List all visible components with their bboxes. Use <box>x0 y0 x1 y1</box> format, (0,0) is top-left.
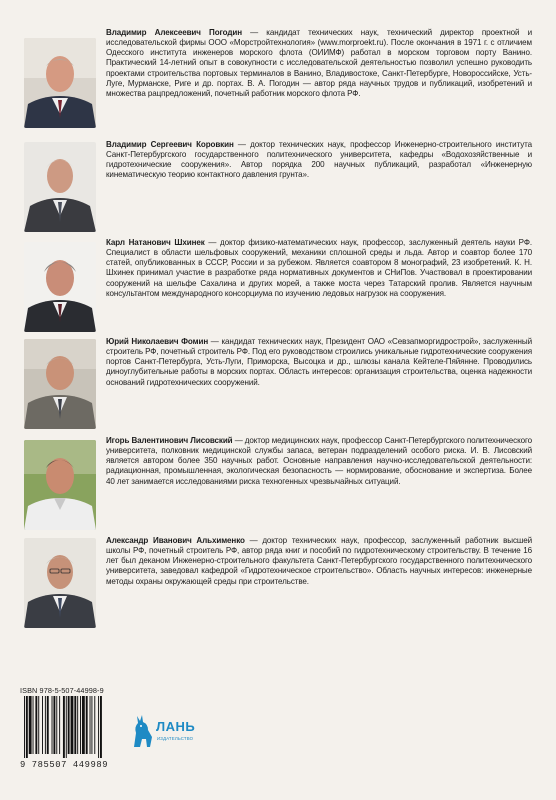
bio-body: — доктор технических наук, профессор, заслуженный работник высшей школы РФ, почетный строитель РФ, автор ряда книг и пособий по гидротехническому строительству. В течение 16 лет был деканом Инженерно-строительного факультета Санкт-Петербургского государственного политехнического университета, заведовал кафедрой «Гидротехническое строительство». Область научных интересов: инженерные методы охраны окружающей среды при строительстве. <box>106 536 532 586</box>
barcode-bar <box>24 696 25 758</box>
bio-body: — доктор медицинских наук, профессор Санкт-Петербургского политехнического университета, полковник медицинской службы запаса, ветеран подразделений особого риска. И. В. Лисовский является автором более 350 научных работ. Основные направления научно-исследовательской деятельности: радиационная, промышленная, экологическая безопасность — нормирование, обоснование и экспертиза. Более 40 лет занимается исследованиями риска техногенных чрезвычайных ситуаций. <box>106 436 532 486</box>
author-photo-shkhinek <box>24 242 96 332</box>
barcode-bar <box>90 696 91 754</box>
barcode-bar <box>68 696 70 754</box>
barcode-bar <box>91 696 92 754</box>
barcode-bar <box>86 696 88 754</box>
barcode-number: 9 785507 449989 <box>20 760 109 770</box>
barcode-bar <box>47 696 49 754</box>
author-name: Владимир Алексеевич Погодин <box>106 28 242 37</box>
barcode-bars <box>20 696 124 758</box>
bio-text <box>106 28 532 99</box>
barcode-bar <box>45 696 46 754</box>
barcode-bar <box>38 696 39 754</box>
barcode-bar <box>74 696 76 754</box>
barcode-bar <box>29 696 32 754</box>
barcode-bar <box>26 696 28 758</box>
author-name: Игорь Валентинович Лисовский <box>106 436 233 445</box>
author-photo-alkhimenko <box>24 538 96 628</box>
bio-text <box>106 436 532 487</box>
barcode-bar <box>77 696 78 754</box>
author-name: Александр Иванович Альхименко <box>106 536 245 545</box>
author-photo-lisovsky <box>24 440 96 530</box>
bio-text <box>106 536 532 587</box>
barcode <box>20 696 124 772</box>
publisher-subtitle: ИЗДАТЕЛЬСТВО <box>157 736 194 741</box>
barcode-bar <box>52 696 53 754</box>
bio-text <box>106 337 532 388</box>
bio-text <box>106 238 532 299</box>
bio-body: — кандидат технических наук, технический директор проектной и исследовательской фирмы ООО «Морстройтехнология» (www.morproekt.ru). После окончания в 1971 г. с отличием Одесского института инженеров морского флота (ОИИМФ) работал в морском торговом порту Ванино. Практический 14-летний опыт в совокупности с исследовательской деятельностью позволил успешно руководить проектами строительства портовых терминалов в Ванино, Владивостоке, Санкт-Петербурге, Новороссийске, Усть-Луге, Мурманске, Риге и др. портах. В. А. Погодин — автор ряда научных трудов и публикаций, изобретений и множества рацпредложений, почетный работник морского флота РФ. <box>106 28 532 98</box>
barcode-bar <box>98 696 99 758</box>
barcode-bar <box>59 696 60 754</box>
author-photo-pogodin <box>24 38 96 128</box>
author-name: Юрий Николаевич Фомин <box>106 337 209 346</box>
author-photo-fomin <box>24 339 96 429</box>
barcode-bar <box>53 696 55 754</box>
publisher-logo <box>130 711 200 755</box>
barcode-bar <box>82 696 85 754</box>
barcode-bar <box>66 696 67 758</box>
barcode-bar <box>33 696 34 754</box>
isbn-label: ISBN 978-5-507-44998-9 <box>20 686 104 695</box>
publisher-name: ЛАНЬ <box>156 719 196 734</box>
barcode-bar <box>63 696 65 758</box>
author-photo-korovkin <box>24 142 96 232</box>
barcode-bar <box>100 696 102 758</box>
doe-icon <box>130 711 156 751</box>
bio-text <box>106 140 532 181</box>
bio-body: — доктор физико-математических наук, профессор, заслуженный деятель науки РФ. Специалист в области шельфовых сооружений, механики сплошной среды и льда. Автор и соавтор более 170 статей, опубликованных в СССР, России и за рубежом. Является соавтором 8 монографий, 23 изобретений. К. Н. Шхинек принимал участие в разработке ряда нормативных документов и СНиПов. Участвовал в проектировании сооружений на шельфе Сахалина и других морей, а также моста через Татарский пролив. Является научным консультантом международного консорциума по изучению ледовых нагрузок на сооружения. <box>106 238 532 298</box>
barcode-bar <box>42 696 43 754</box>
bio-body: — доктор технических наук, профессор Инженерно-строительного института Санкт-Петербургского государственного политехнического университета, кафедры «Водохозяйственные и гидротехнические сооружения». Автор порядка 200 научных публикаций, разработал «Инженерную кинематическую теорию контактного давления грунта». <box>106 140 532 180</box>
barcode-bar <box>71 696 74 754</box>
barcode-bar <box>94 696 95 754</box>
barcode-bar <box>56 696 57 754</box>
author-name: Владимир Сергеевич Коровкин <box>106 140 234 149</box>
barcode-bar <box>80 696 81 754</box>
barcode-bar <box>35 696 37 754</box>
author-name: Карл Натанович Шхинек <box>106 238 205 247</box>
bio-body: — кандидат технических наук, Президент ОАО «Севзапморгидрострой», заслуженный строитель РФ, почетный строитель РФ. Под его руководством строились уникальные гидротехнические сооружения портов Санкт-Петербурга, Усть-Луги, Приморска, Высоцка и др., шлюзы канала Кейтеле-Пяйянне. Проводились диноуглубительные работы в морских портах. Область интересов: организация строительства, оценка надежности оснований гидротехнических сооружений. <box>106 337 532 387</box>
